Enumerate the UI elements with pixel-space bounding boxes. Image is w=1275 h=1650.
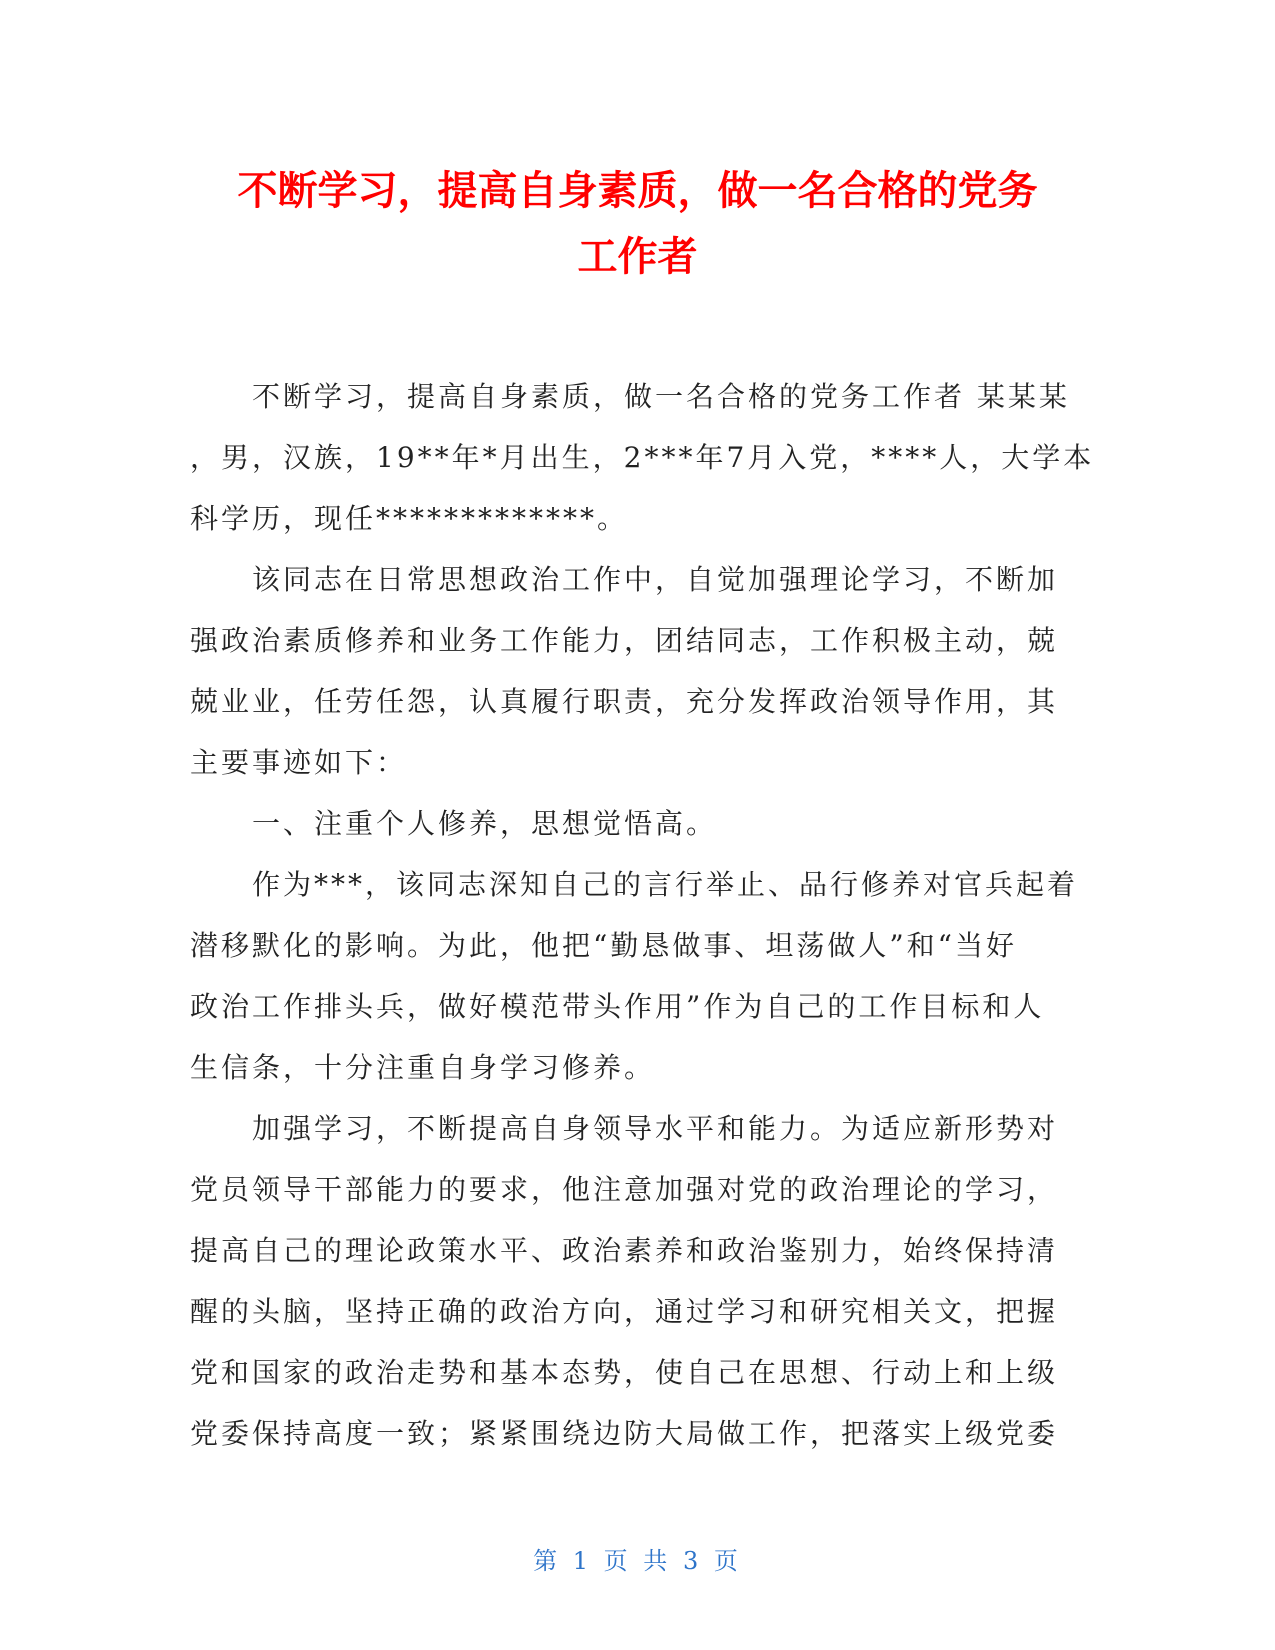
- text-line: 党和国家的政治走势和基本态势，使自己在思想、行动上和上级: [190, 1356, 1059, 1389]
- text-line: 潜移默化的影响。为此，他把“勤恳做事、坦荡做人”和“当好: [190, 929, 1017, 962]
- text-line: 该同志在日常思想政治工作中，自觉加强理论学习，不断加: [252, 563, 1059, 596]
- text-line: 生信条，十分注重自身学习修养。: [190, 1051, 656, 1084]
- title-line: 不断学习，提高自身素质，做一名合格的党务: [237, 168, 1038, 214]
- document-body: [190, 366, 1095, 1464]
- text-line: 党员领导干部能力的要求，他注意加强对党的政治理论的学习，: [190, 1173, 1059, 1206]
- text-line: 政治工作排头兵，做好模范带头作用”作为自己的工作目标和人: [190, 990, 1045, 1023]
- text-line: 加强学习，不断提高自身领导水平和能力。为适应新形势对: [252, 1112, 1059, 1145]
- paragraph-summary: [190, 549, 1080, 793]
- text-line: 作为***，该同志深知自己的言行举止、品行修养对官兵起着: [252, 868, 1079, 901]
- text-line: 不断学习，提高自身素质，做一名合格的党务工作者 某某某: [252, 380, 1070, 413]
- text-line: 兢业业，任劳任怨，认真履行职责，充分发挥政治领导作用，其: [190, 685, 1059, 718]
- paragraph-intro: [190, 366, 1095, 549]
- text-line: 科学历，现任*************。: [190, 502, 629, 535]
- paragraph-self-cultivation: [190, 854, 1080, 1098]
- document-title: [150, 158, 1125, 290]
- section-heading-1: [190, 793, 1080, 854]
- text-line: ，男，汉族，19**年*月出生，2***年7月入党，****人，大学本: [190, 441, 1095, 474]
- text-line: 醒的头脑，坚持正确的政治方向，通过学习和研究相关文，把握: [190, 1295, 1059, 1328]
- text-line: 一、注重个人修养，思想觉悟高。: [252, 807, 718, 840]
- title-line: 工作者: [577, 234, 698, 280]
- text-line: 党委保持高度一致；紧紧围绕边防大局做工作，把落实上级党委: [190, 1417, 1059, 1450]
- text-line: 主要事迹如下：: [190, 746, 408, 779]
- text-line: 提高自己的理论政策水平、政治素养和政治鉴别力，始终保持清: [190, 1234, 1059, 1267]
- page-number-footer: 第 1 页 共 3 页: [533, 1547, 742, 1575]
- paragraph-study: [190, 1098, 1080, 1464]
- text-line: 强政治素质修养和业务工作能力，团结同志，工作积极主动，兢: [190, 624, 1059, 657]
